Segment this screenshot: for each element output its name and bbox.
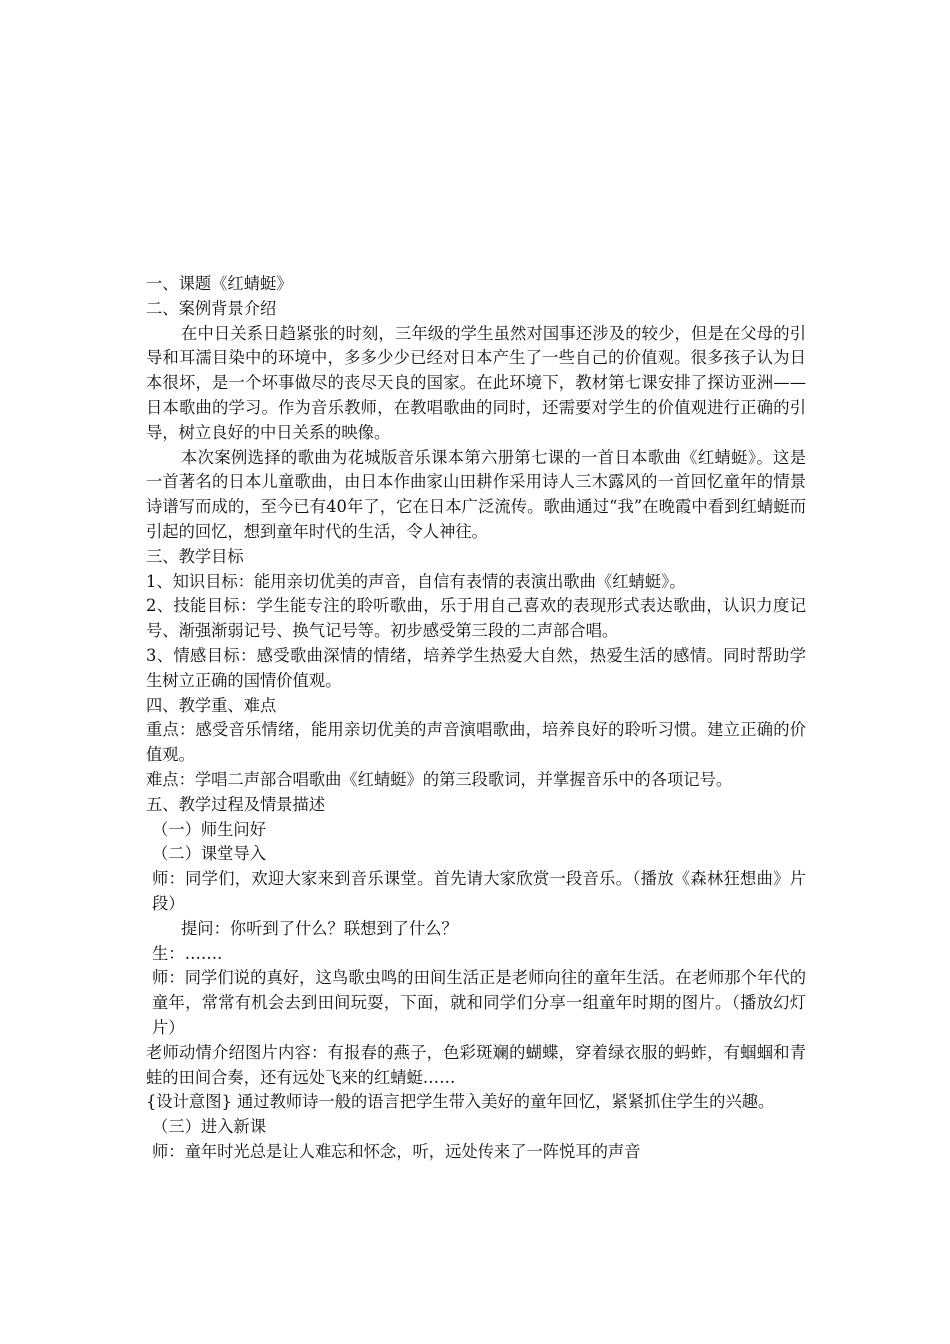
step-greeting: （一）师生问好 — [152, 819, 266, 839]
design-intent: {设计意图} 通过教师诗一般的语言把学生带入美好的童年回忆，紧紧抓住学生的兴趣。 — [146, 1092, 775, 1112]
question-line: 提问：你听到了什么？联想到了什么？ — [181, 918, 458, 938]
goal-skill: 2、技能目标：学生能专注的聆听歌曲，乐于用自己喜欢的表现形式表达歌曲，认识力度记号、渐强渐弱记号、换气记号等。初步感受第三段的二声部合唱。 — [146, 596, 806, 641]
student-line: 生：……. — [152, 943, 223, 963]
goal-knowledge: 1、知识目标：能用亲切优美的声音，自信有表情的表演出歌曲《红蜻蜓》。 — [146, 571, 686, 591]
teacher-line-2: 师：同学们说的真好，这鸟歌虫鸣的田间生活正是老师向往的童年生活。在老师那个年代的童年，常常有机会去到田间玩耍，下面，就和同学们分享一组童年时期的图片。（播放幻灯片） — [152, 968, 806, 1037]
section-heading-process: 五、教学过程及情景描述 — [146, 794, 326, 814]
step-new-lesson: （三）进入新课 — [152, 1117, 266, 1137]
teacher-line-4: 师：童年时光总是让人难忘和怀念，听，远处传来了一阵悦耳的声音 — [152, 1141, 641, 1161]
teacher-line-1: 师：同学们，欢迎大家来到音乐课堂。首先请大家欣赏一段音乐。（播放《森林狂想曲》片段） — [152, 869, 806, 913]
section-heading-background: 二、案例背景介绍 — [146, 298, 277, 318]
section-heading-key-points: 四、教学重、难点 — [146, 695, 277, 715]
key-point: 重点：感受音乐情绪，能用亲切优美的声音演唱歌曲，培养良好的聆听习惯。建立正确的价值观。 — [146, 720, 806, 765]
section-heading-topic: 一、课题《红蜻蜓》 — [146, 274, 293, 293]
step-introduction: （二）课堂导入 — [152, 844, 266, 864]
document-body — [146, 272, 806, 1165]
goal-emotion: 3、情感目标：感受歌曲深情的情绪，培养学生热爱大自然，热爱生活的感情。同时帮助学生树立正确的国情价值观。 — [146, 645, 806, 690]
section-heading-goals: 三、教学目标 — [146, 546, 244, 566]
difficult-point: 难点：学唱二声部合唱歌曲《红蜻蜓》的第三段歌词，并掌握音乐中的各项记号。 — [146, 769, 733, 789]
paragraph-background-1: 在中日关系日趋紧张的时刻，三年级的学生虽然对国事还涉及的较少，但是在父母的引导和耳濡目染中的环境中，多多少少已经对日本产生了一些自己的价值观。很多孩子认为日本很坏，是一个坏事做尽的丧尽天良的国家。在此环境下，教材第七课安排了探访亚洲——日本歌曲的学习。作为音乐教师，在教唱歌曲的同时，还需要对学生的价值观进行正确的引导，树立良好的中日关系的映像。 — [146, 323, 806, 442]
paragraph-background-2: 本次案例选择的歌曲为花城版音乐课本第六册第七课的一首日本歌曲《红蜻蜓》。这是一首著名的日本儿童歌曲，由日本作曲家山田耕作采用诗人三木露风的一首回忆童年的情景诗谱写而成的，至今已有40年了，它在日本广泛流传。歌曲通过“我”在晚霞中看到红蜻蜓而引起的回忆，想到童年时代的生活，令人神往。 — [146, 447, 806, 541]
teacher-line-3: 老师动情介绍图片内容：有报春的燕子，色彩斑斓的蝴蝶，穿着绿衣服的蚂蚱，有蝈蝈和青蛙的田间合奏，还有远处飞来的红蜻蜓…… — [146, 1042, 806, 1087]
